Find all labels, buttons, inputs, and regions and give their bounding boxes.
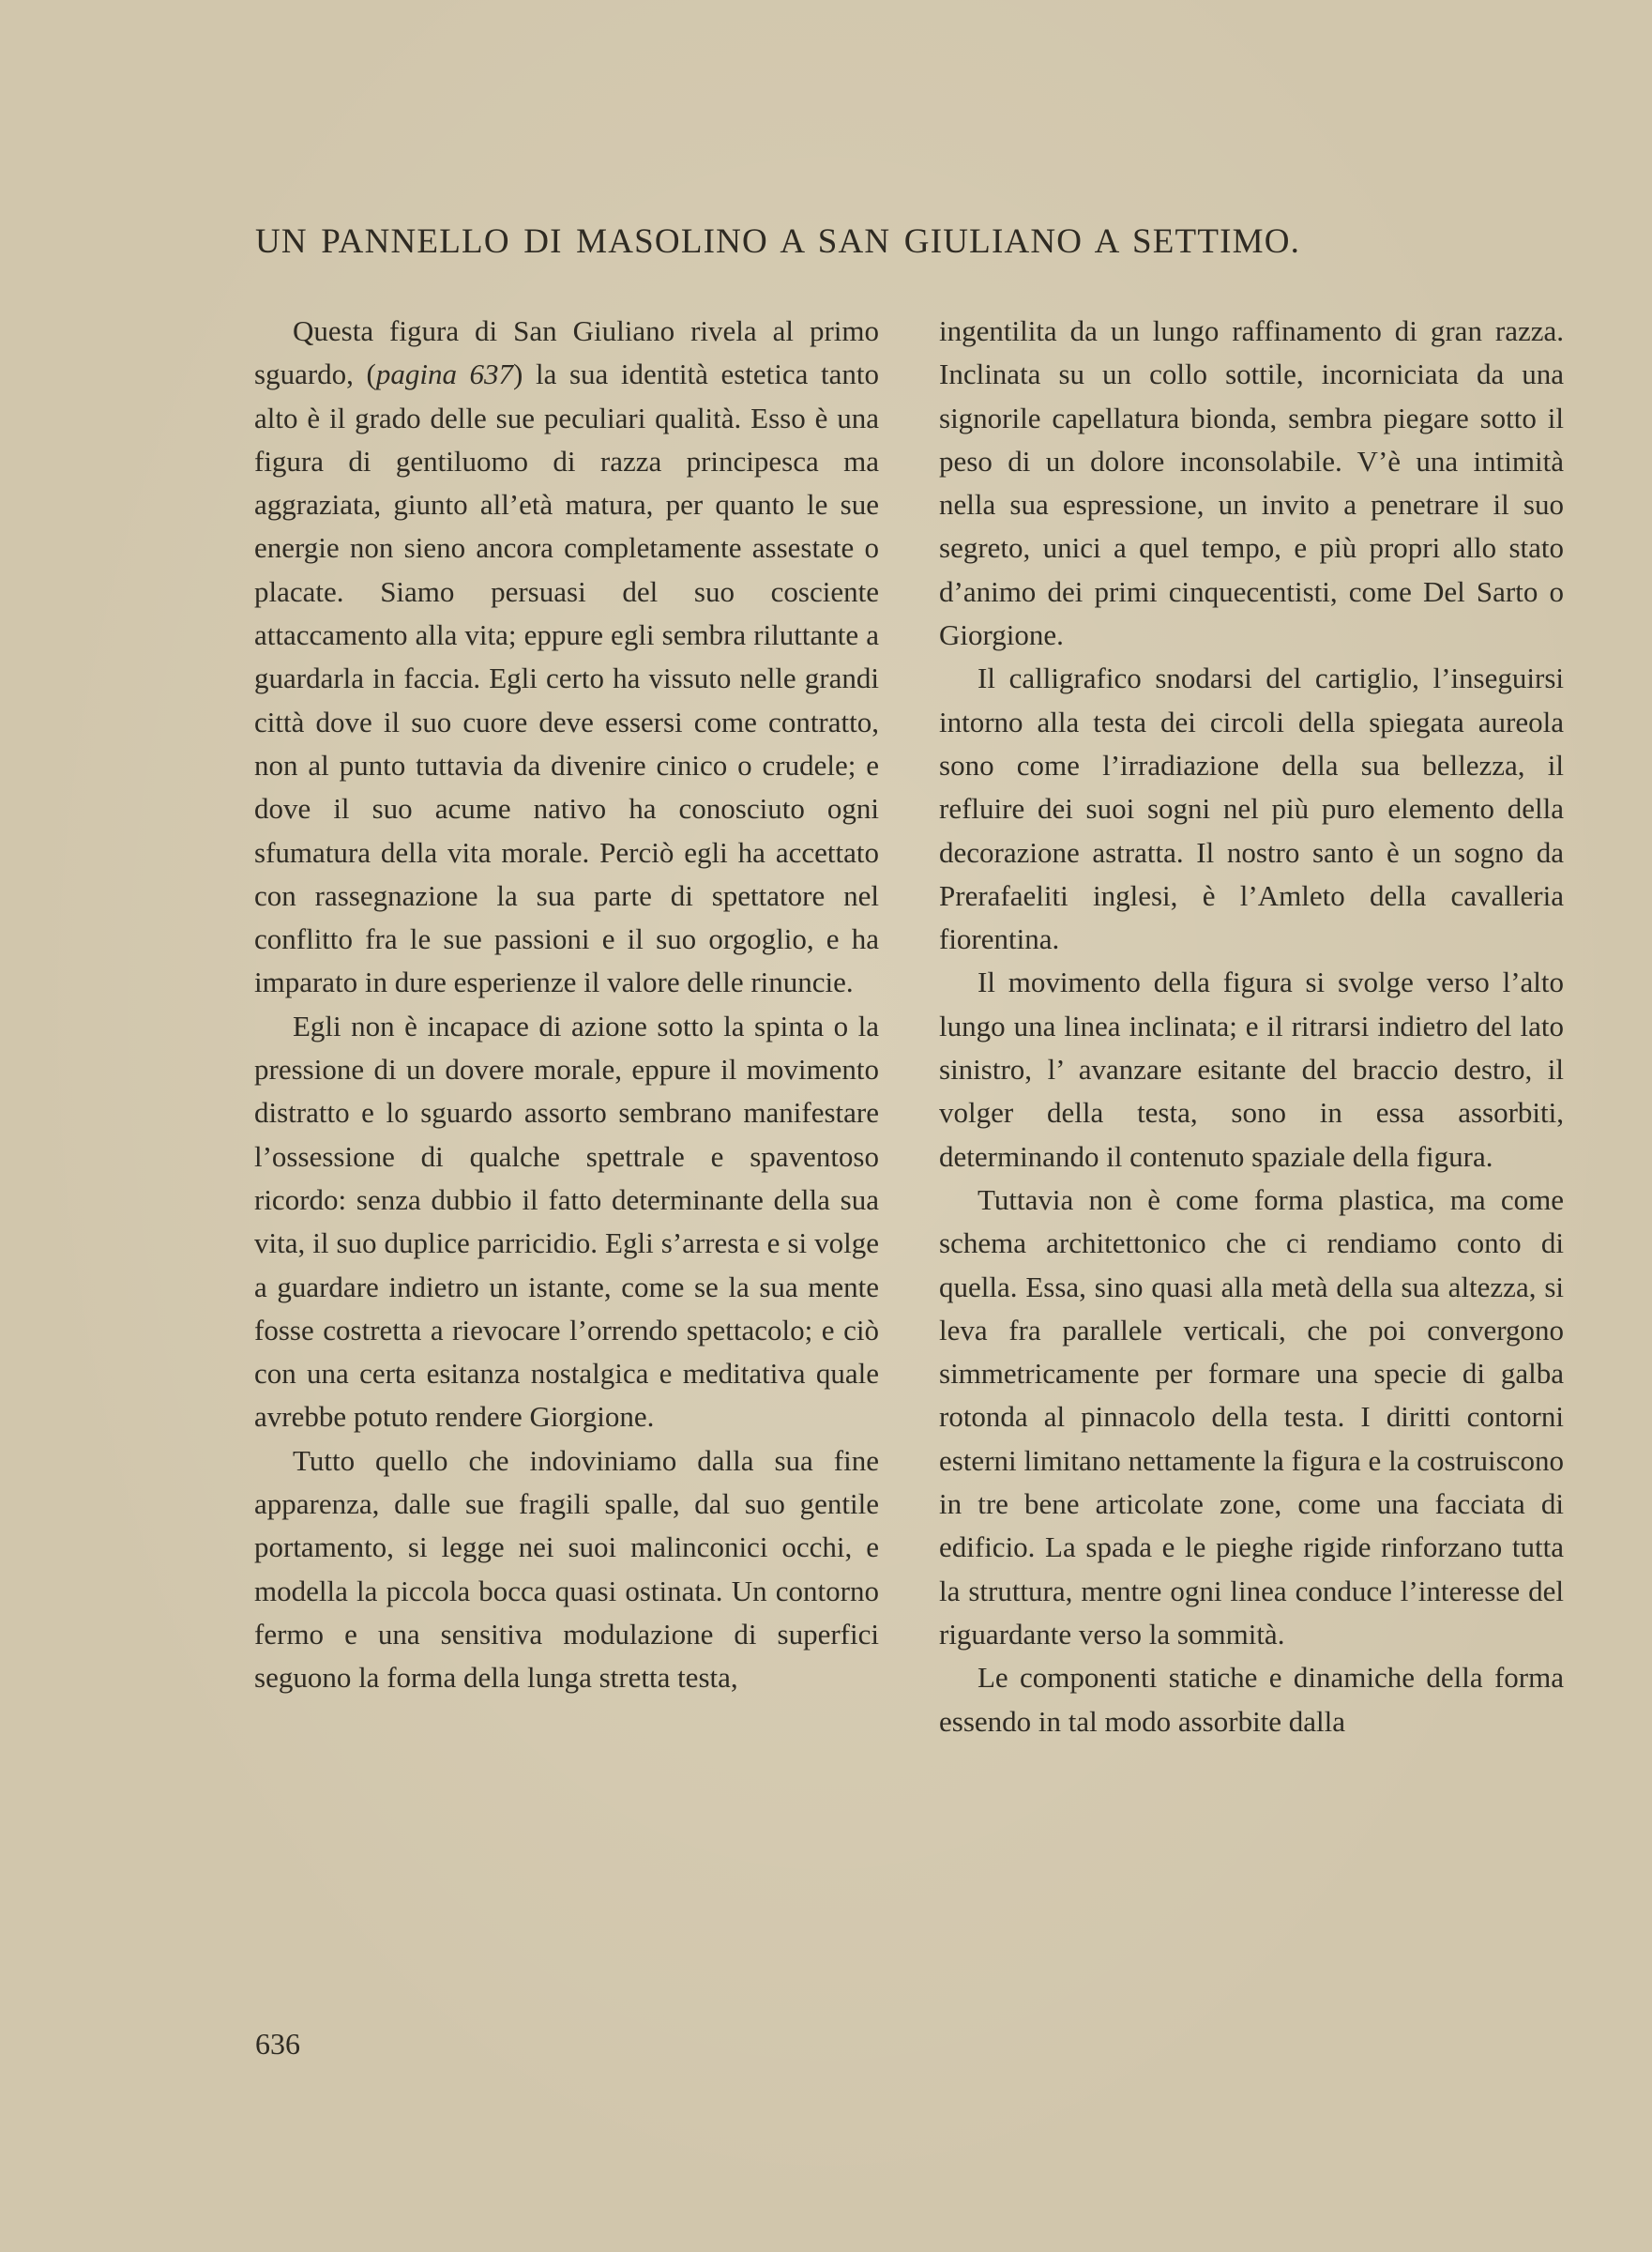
page-reference: pagina 637	[375, 358, 514, 391]
paragraph: ingentilita da un lungo raffinamento di gran razza. Inclinata su un collo sottile, incorniciata da una signorile capellatura bionda, sembra piegare sotto il peso di un dolore inconsolabile. V’è una intimità nella sua espressione, un invito a penetrare il suo segreto, unici a quel tempo, e più propri allo stato d’animo dei primi cinquecentisti, come Del Sarto o Giorgione.	[939, 314, 1564, 652]
paragraph: Tutto quello che indoviniamo dalla sua fine apparenza, dalle sue fragili spalle, dal suo gentile portamento, si legge nei suoi malinconici occhi, e modella la piccola bocca quasi ostinata. Un contorno fermo e una sensitiva modulazione di superfici seguono la forma della lunga stretta testa,	[254, 1443, 879, 1695]
paragraph: Il movimento della figura si svolge verso l’alto lungo una linea inclinata; e il ritrarsi indietro del lato sinistro, l’ avanzare esitante del braccio destro, il volger della testa, sono in essa assorbiti, determinando il contenuto spaziale della figura.	[939, 966, 1564, 1173]
paragraph: Egli non è incapace di azione sotto la spinta o la pressione di un dovere morale, eppure il movimento distratto e lo sguardo assorto sembrano manifestare l’ossessione di qualche spettrale e spaventoso ricordo: senza dubbio il fatto determinante della sua vita, il suo duplice parricidio. Egli s’arresta e si volge a guardare indietro un istante, come se la sua mente fosse costretta a rievocare l’orrendo spettacolo; e ciò con una certa esitanza nostalgica e meditativa quale avrebbe potuto rendere Giorgione.	[254, 1009, 879, 1434]
article-title: UN PANNELLO DI MASOLINO A SAN GIULIANO A SETTIMO.	[255, 222, 1301, 261]
paragraph: Le componenti statiche e dinamiche della forma essendo in tal modo assorbite dalla	[939, 1661, 1564, 1738]
paragraph	[254, 310, 879, 1005]
paragraph: Tuttavia non è come forma plastica, ma come schema architettonico che ci rendiamo conto di quella. Essa, sino quasi alla metà della sua altezza, si leva fra parallele verticali, che poi convergono simmetricamente per formare una specie di galba rotonda al pinnacolo della testa. I diritti contorni esterni limitano nettamente la figura e la costruiscono in tre bene articolate zone, come una facciata di edificio. La spada e le pieghe rigide rinforzano tutta la struttura, mentre ogni linea conduce l’interesse del riguardante verso la sommità.	[939, 1182, 1564, 1651]
paragraph: Il calligrafico snodarsi del cartiglio, l’inseguirsi intorno alla testa dei circoli della spiegata aureola sono come l’irradiazione della sua bellezza, il refluire dei suoi sogni nel più puro elemento della decorazione astratta. Il nostro santo è un sogno da Prerafaeliti inglesi, è l’Amleto della cavalleria fiorentina.	[939, 662, 1564, 956]
paragraph-text: ) la sua identità estetica tanto alto è il grado delle sue peculiari qualità. Esso è una figura di gentiluomo di razza principesca ma aggraziata, giunto all’età matura, per quanto le sue energie non sieno ancora completamente assestate o placate. Siamo persuasi del suo cosciente attaccamento alla vita; eppure egli sembra riluttante a guardarla in faccia. Egli certo ha vissuto nelle grandi città dove il suo cuore deve essersi come contratto, non al punto tuttavia da divenire cinico o crudele; e dove il suo acume nativo ha conosciuto ogni sfumatura della vita morale. Perciò egli ha accettato con rassegnazione la sua parte di spettatore nel conflitto fra le sue passioni e il suo orgoglio, e ha imparato in dure esperienze il valore delle rinuncie.	[254, 358, 879, 999]
paragraph-text: Questa figura di San Giuliano rivela al primo sguardo, (	[254, 314, 879, 391]
right-column	[939, 310, 1564, 1743]
left-column	[254, 310, 879, 1700]
page-number: 636	[255, 2027, 300, 2061]
